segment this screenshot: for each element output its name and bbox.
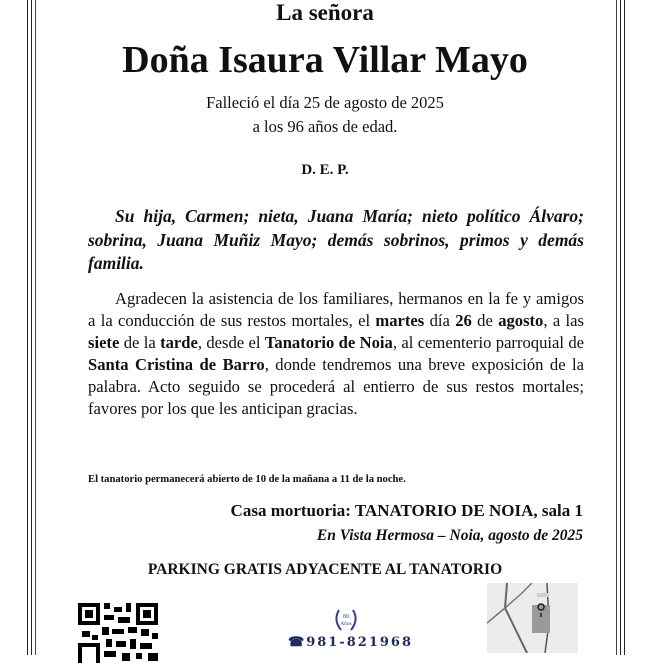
death-date: Falleció el día 25 de agosto de 2025 (206, 93, 444, 112)
age: a los 96 años de edad. (252, 117, 398, 136)
svg-text:80: 80 (343, 614, 349, 620)
opening-hours-note: El tanatorio permanecerá abierto de 10 de la mañana a 11 de la noche. (88, 474, 406, 485)
rip: D. E. P. (301, 162, 349, 178)
phone-number: ☎981-821968 (288, 635, 414, 650)
family-list: Su hija, Carmen; nieta, Juana María; nieto político Álvaro; sobrina, Juana Muñiz Mayo; demás sobrinos, primos y demás familia. (88, 206, 584, 273)
svg-text:Años: Años (340, 621, 352, 627)
location-map[interactable] (487, 583, 578, 653)
deceased-name: Doña Isaura Villar Mayo (122, 39, 528, 81)
qr-code[interactable] (78, 603, 158, 663)
thanks-paragraph: Agradecen la asistencia de los familiares, hermanos en la fe y amigos a la conducción de sus restos mortales, el martes día 26 de agosto, a las siete de la tarde, desde el Tanatorio de Noia, al cementerio parroquial de Santa Cristina de Barro, donde tendremos una breve exposición de la palabra. Acto seguido se procederá al entierro de sus restos mortales; favores por los que les anticipan gracias. (88, 289, 584, 418)
title: La señora (276, 0, 374, 25)
place-date: En Vista Hermosa – Noia, agosto de 2025 (316, 527, 583, 544)
laurel-logo (331, 606, 361, 634)
parking-notice: PARKING GRATIS ADYACENTE AL TANATORIO (147, 561, 503, 578)
funeral-home: Casa mortuoria: TANATORIO DE NOIA, sala 1 (230, 501, 583, 520)
phone-icon: ☎ (288, 635, 307, 650)
